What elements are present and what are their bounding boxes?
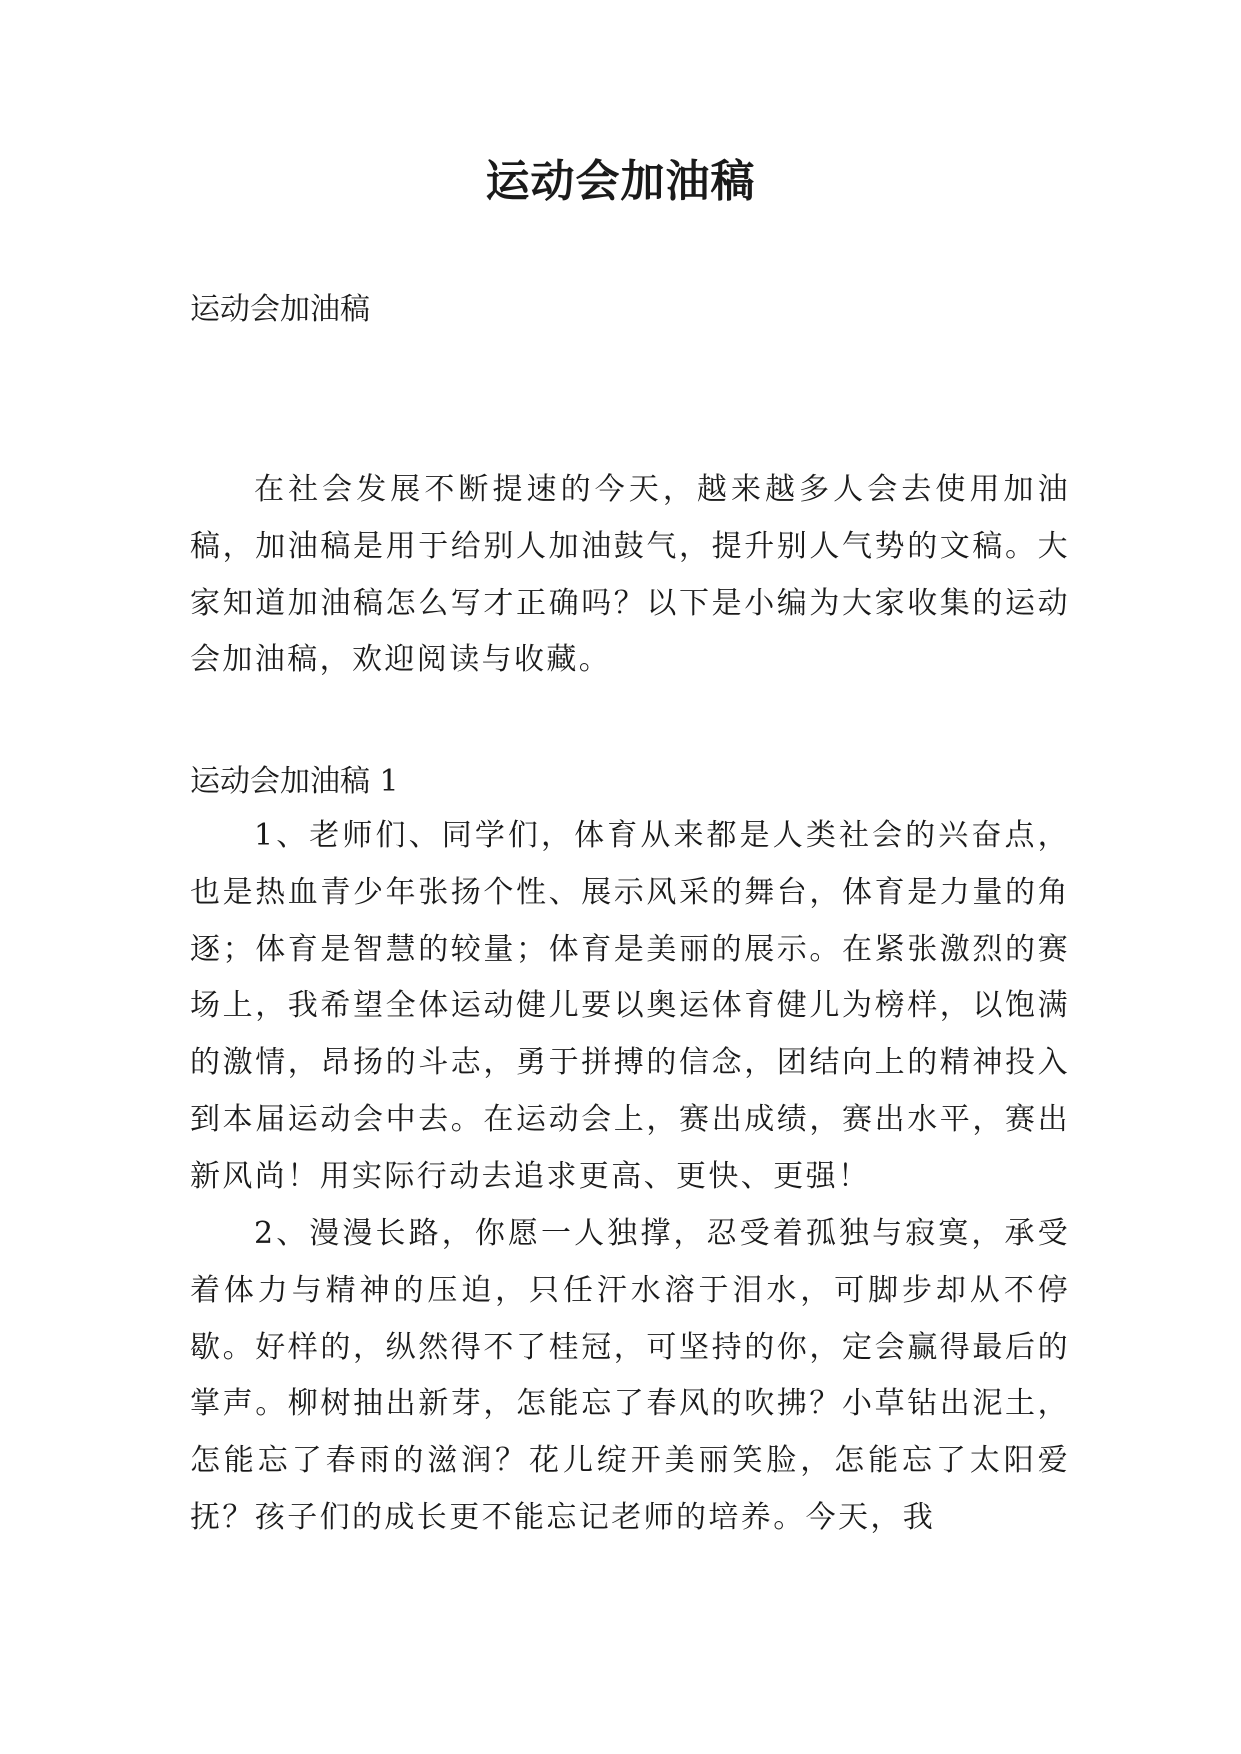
body-paragraph-1: 1、老师们、同学们，体育从来都是人类社会的兴奋点，也是热血青少年张扬个性、展示风采的舞台，体育是力量的角逐；体育是智慧的较量；体育是美丽的展示。在紧张激烈的赛场上，我希望全体运动健儿要以奥运体育健儿为榜样，以饱满的激情，昂扬的斗志，勇于拼搏的信念，团结向上的精神投入到本届运动会中去。在运动会上，赛出成绩，赛出水平，赛出新风尚！用实际行动去追求更高、更快、更强！ xyxy=(190,818,1070,1194)
document-title: 运动会加油稿 xyxy=(485,156,756,207)
body-paragraph-2: 2、漫漫长路，你愿一人独撑，忍受着孤独与寂寞，承受着体力与精神的压迫，只任汗水溶于泪水，可脚步却从不停歇。好样的，纵然得不了桂冠，可坚持的你，定会赢得最后的掌声。柳树抽出新芽，怎能忘了春风的吹拂？小草钻出泥土，怎能忘了春雨的滋润？花儿绽开美丽笑脸，怎能忘了太阳爱抚？孩子们的成长更不能忘记老师的培养。今天，我 xyxy=(190,1216,1070,1535)
document-subtitle: 运动会加油稿 xyxy=(190,292,370,327)
intro-paragraph: 在社会发展不断提速的今天，越来越多人会去使用加油稿，加油稿是用于给别人加油鼓气，提升别人气势的文稿。大家知道加油稿怎么写才正确吗？以下是小编为大家收集的运动会加油稿，欢迎阅读与收藏。 xyxy=(190,472,1070,678)
section-heading: 运动会加油稿 1 xyxy=(190,764,399,799)
